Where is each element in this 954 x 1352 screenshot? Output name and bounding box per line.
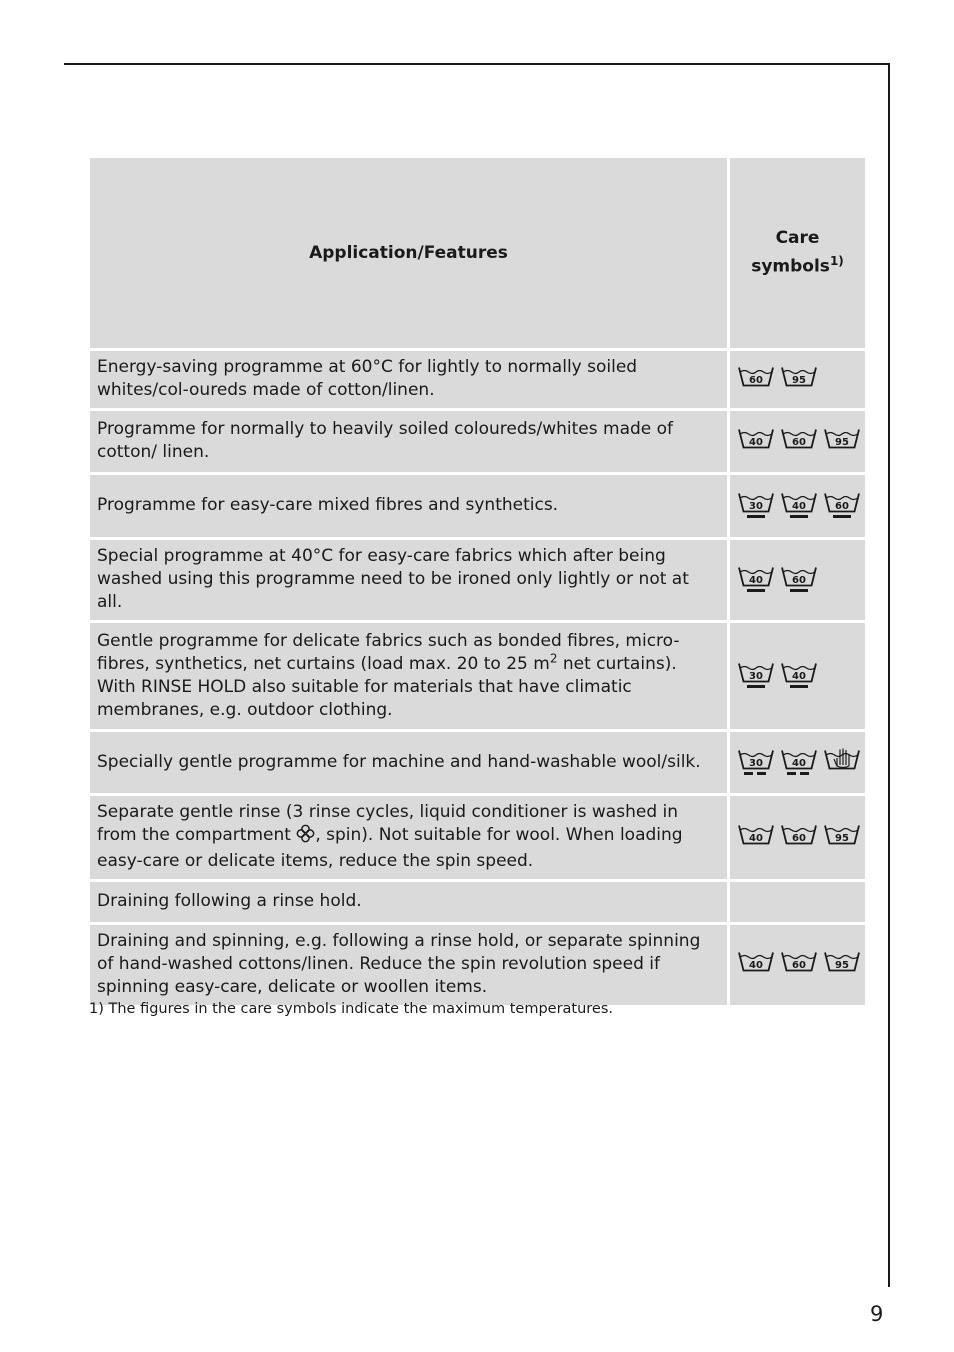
wash-tub-30-icon [736,490,776,522]
row-text-part: , spin). Not suitable for wool. When loading easy-care or delicate items, reduce the spin speed. [97,825,683,871]
row-description: Specially gentle programme for machine and hand-washable wool/silk. [90,732,727,793]
row-description: Programme for easy-care mixed fibres and synthetics. [90,475,727,537]
care-temp-label: 60 [835,501,849,512]
row-symbols [730,351,865,408]
care-temp-label: 60 [792,436,806,448]
row-description: Programme for normally to heavily soiled coloureds/whites made of cotton/ linen. [90,411,727,472]
footnote: 1) The figures in the care symbols indicate the maximum temperatures. [89,1001,614,1017]
wash-tub-95-icon [822,949,862,981]
row-text-part: net curtains). With RINSE HOLD also suitable for materials that have climatic membranes, e.g. outdoor clothing. [97,653,677,720]
table-row [90,623,865,729]
row-description: Special programme at 40°C for easy-care fabrics which after being washed using this programme need to be ironed only lightly or not at all. [90,540,727,620]
table-row [90,796,865,879]
row-text-part: Separate gentle rinse (3 rinse cycles, liquid conditioner is washed in from the compartment [97,802,679,845]
table-row [90,351,865,408]
wash-tub-60-icon [779,564,819,596]
wash-tub-60-icon [779,949,819,981]
care-temp-label: 30 [749,671,763,682]
care-temp-label: 95 [792,374,806,386]
row-symbols [730,623,865,729]
care-temp-label: 95 [835,960,849,971]
table-row [90,411,865,472]
header-care-line2: symbols [751,256,830,277]
care-temp-label: 60 [749,374,763,386]
wash-tub-40-icon [779,747,819,779]
row-symbols [730,540,865,620]
wash-tub-40-icon [736,822,776,854]
header-care-symbols [730,158,865,348]
side-rule [888,63,890,1287]
row-description [90,623,727,729]
table-row [90,732,865,793]
care-temp-label: 40 [749,436,763,448]
care-temp-label: 40 [792,671,806,682]
row-symbols [730,796,865,879]
row-description: Draining following a rinse hold. [90,882,727,922]
header-care-line1: Care [775,228,820,249]
care-temp-label: 40 [749,575,763,586]
hand-wash-icon [822,747,862,779]
care-temp-label: 95 [835,832,849,844]
care-temp-label: 60 [792,832,806,844]
wash-tub-95-icon [779,364,819,396]
wash-tub-40-icon [736,564,776,596]
row-symbols [730,411,865,472]
table-row [90,882,865,922]
care-temp-label: 40 [749,960,763,971]
programme-table [87,155,868,1008]
care-temp-label: 95 [835,436,849,448]
row-symbols [730,882,865,922]
header-care-ref: 1) [829,254,844,269]
row-symbols [730,475,865,537]
wash-tub-40-icon [779,660,819,692]
row-description [90,796,727,879]
table-row [90,540,865,620]
wash-tub-60-icon [822,490,862,522]
top-rule [64,63,890,65]
wash-tub-95-icon [822,426,862,458]
softener-flower-icon [296,824,315,850]
table-row [90,475,865,537]
row-text-superscript: 2 [549,650,558,665]
wash-tub-95-icon [822,822,862,854]
wash-tub-30-icon [736,747,776,779]
row-description: Energy-saving programme at 60°C for lightly to normally soiled whites/col-oureds made of cotton/linen. [90,351,727,408]
care-temp-label: 40 [792,501,806,512]
wash-tub-40-icon [779,490,819,522]
row-symbols [730,732,865,793]
wash-tub-60-icon [736,364,776,396]
table-header-row [90,158,865,348]
wash-tub-40-icon [736,426,776,458]
care-temp-label: 60 [792,575,806,586]
row-symbols [730,925,865,1005]
wash-tub-60-icon [779,426,819,458]
care-temp-label: 60 [792,960,806,971]
wash-tub-40-icon [736,949,776,981]
header-application: Application/Features [90,158,727,348]
wash-tub-60-icon [779,822,819,854]
table-row [90,925,865,1005]
care-temp-label: 30 [749,501,763,512]
care-temp-label: 40 [749,832,763,844]
row-text-part: Gentle programme for delicate fabrics such as bonded fibres, micro-fibres, synthetics, net curtains (load max. 20 to 25 m [97,630,680,674]
page-number: 9 [870,1302,884,1326]
row-description: Draining and spinning, e.g. following a rinse hold, or separate spinning of hand-washed cottons/linen. Reduce the spin revolution speed if spinning easy-care, delicate or woollen items. [90,925,727,1005]
care-temp-label: 30 [749,757,763,769]
wash-tub-30-icon [736,660,776,692]
care-temp-label: 40 [792,757,806,769]
